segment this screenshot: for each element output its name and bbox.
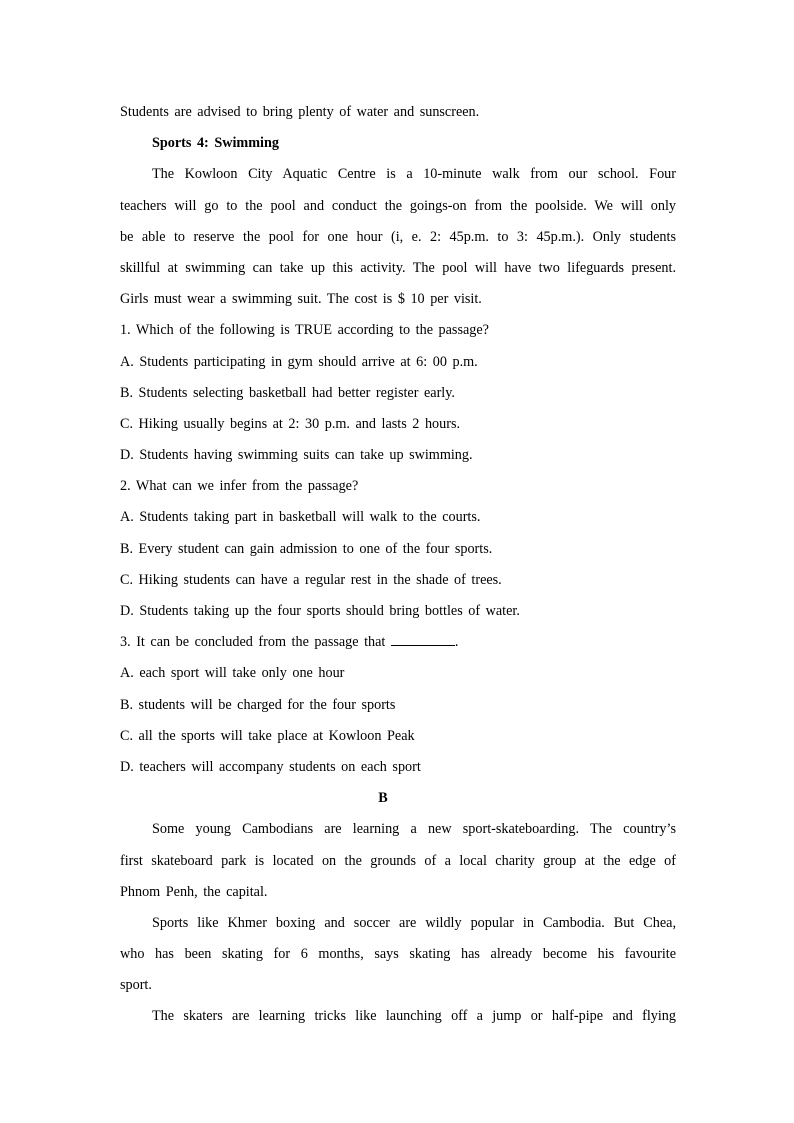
question-2-option-a: A. Students taking part in basketball will walk to the courts. [120,509,481,526]
section-b-p1-line-2: first skateboard park is located on the grounds of a local charity group at the edge of [120,852,676,869]
answer-blank [391,631,455,646]
swimming-heading: Sports 4: Swimming [152,135,279,152]
question-1-option-b: B. Students selecting basketball had better register early. [120,384,455,401]
question-3-stem-row [120,627,676,658]
section-b-p2-line-2: who has been skating for 6 months, says skating has already become his favourite [120,946,676,963]
section-b-p1-line-3: Phnom Penh, the capital. [120,883,268,900]
swimming-line-1: The Kowloon City Aquatic Centre is a 10-minute walk from our school. Four [152,166,676,183]
question-3-option-a: A. each sport will take only one hour [120,665,345,682]
section-b-p2-line-1: Sports like Khmer boxing and soccer are wildly popular in Cambodia. But Chea, [152,914,676,931]
swimming-line-3: be able to reserve the pool for one hour (i, e. 2: 45p.m. to 3: 45p.m.). Only students [120,228,676,245]
swimming-line-2: teachers will go to the pool and conduct the goings-on from the poolside. We will only [120,197,676,214]
question-3-option-c: C. all the sports will take place at Kowloon Peak [120,727,415,744]
section-b-p1-line-1: Some young Cambodians are learning a new sport-skateboarding. The country’s [152,821,676,838]
question-1-option-a: A. Students participating in gym should arrive at 6: 00 p.m. [120,353,478,370]
question-1-option-c: C. Hiking usually begins at 2: 30 p.m. and lasts 2 hours. [120,415,461,432]
section-b-p2-line-3: sport. [120,977,152,994]
question-1-stem: 1. Which of the following is TRUE according to the passage? [120,322,489,339]
question-2-stem: 2. What can we infer from the passage? [120,478,359,495]
swimming-line-4: skillful at swimming can take up this activity. The pool will have two lifeguards present. [120,259,676,276]
section-b-heading: B [378,790,388,807]
question-3-option-b: B. students will be charged for the four sports [120,696,396,713]
section-b-p3-line-1: The skaters are learning tricks like launching off a jump or half-pipe and flying [152,1008,676,1025]
question-2-option-b: B. Every student can gain admission to one of the four sports. [120,540,493,557]
question-2-option-c: C. Hiking students can have a regular rest in the shade of trees. [120,571,502,588]
question-3-stem: 3. It can be concluded from the passage that [120,634,386,651]
swimming-line-5: Girls must wear a swimming suit. The cost is $ 10 per visit. [120,291,482,308]
question-1-option-d: D. Students having swimming suits can take up swimming. [120,447,473,464]
question-3-option-d: D. teachers will accompany students on each sport [120,758,421,775]
question-2-option-d: D. Students taking up the four sports should bring bottles of water. [120,603,520,619]
document-page [120,97,676,1033]
advice-line: Students are advised to bring plenty of water and sunscreen. [120,104,480,120]
question-3-stem-end: . [454,634,459,651]
